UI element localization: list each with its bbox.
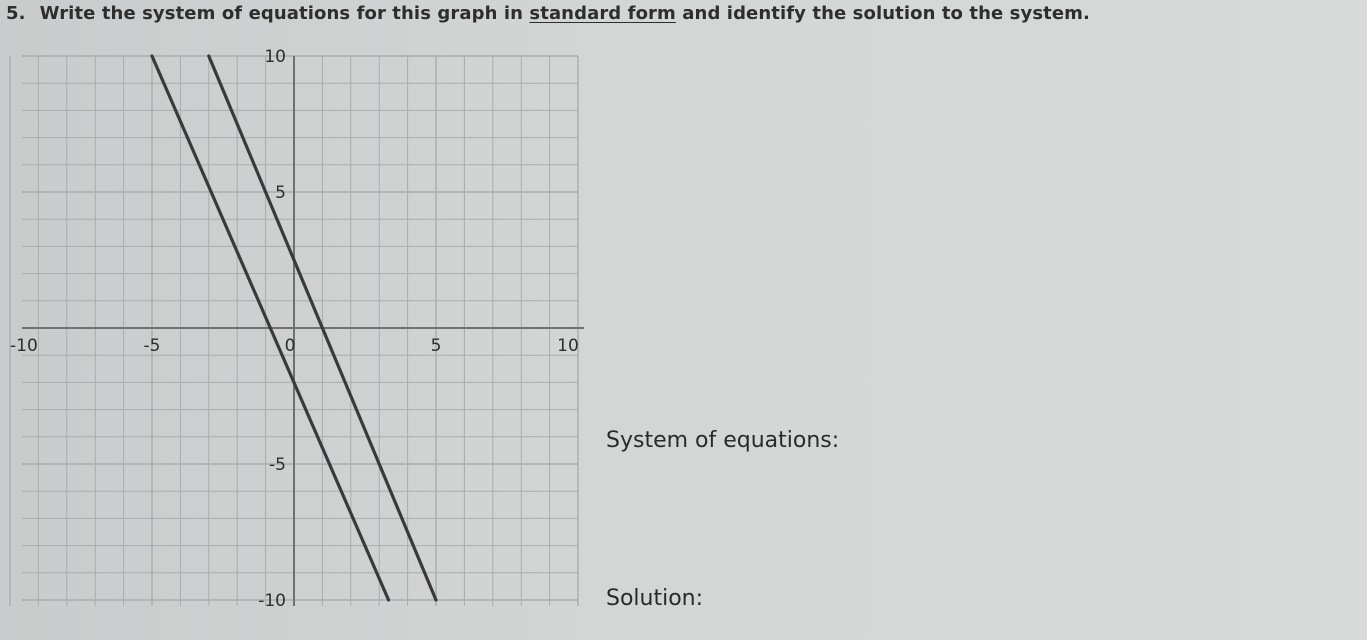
solution-label: Solution:	[606, 586, 704, 611]
system-of-equations-label: System of equations:	[606, 428, 840, 453]
y-tick-label: -5	[269, 455, 286, 475]
y-tick-label: 10	[264, 47, 286, 67]
question-text-after: and identify the solution to the system.	[682, 3, 1090, 24]
question-text-before: Write the system of equations for this graph in	[39, 3, 524, 24]
x-tick-label: -10	[10, 336, 38, 356]
y-tick-label: 5	[275, 183, 286, 203]
coordinate-graph	[0, 0, 600, 620]
axes	[22, 56, 584, 606]
x-tick-label: 10	[557, 336, 579, 356]
x-tick-label: -5	[143, 336, 161, 356]
x-tick-label: 0	[284, 336, 296, 356]
y-tick-label: -10	[258, 591, 286, 611]
question-number: 5.	[6, 3, 26, 24]
x-tick-label: 5	[430, 336, 442, 356]
question-emphasis: standard form	[529, 3, 676, 24]
